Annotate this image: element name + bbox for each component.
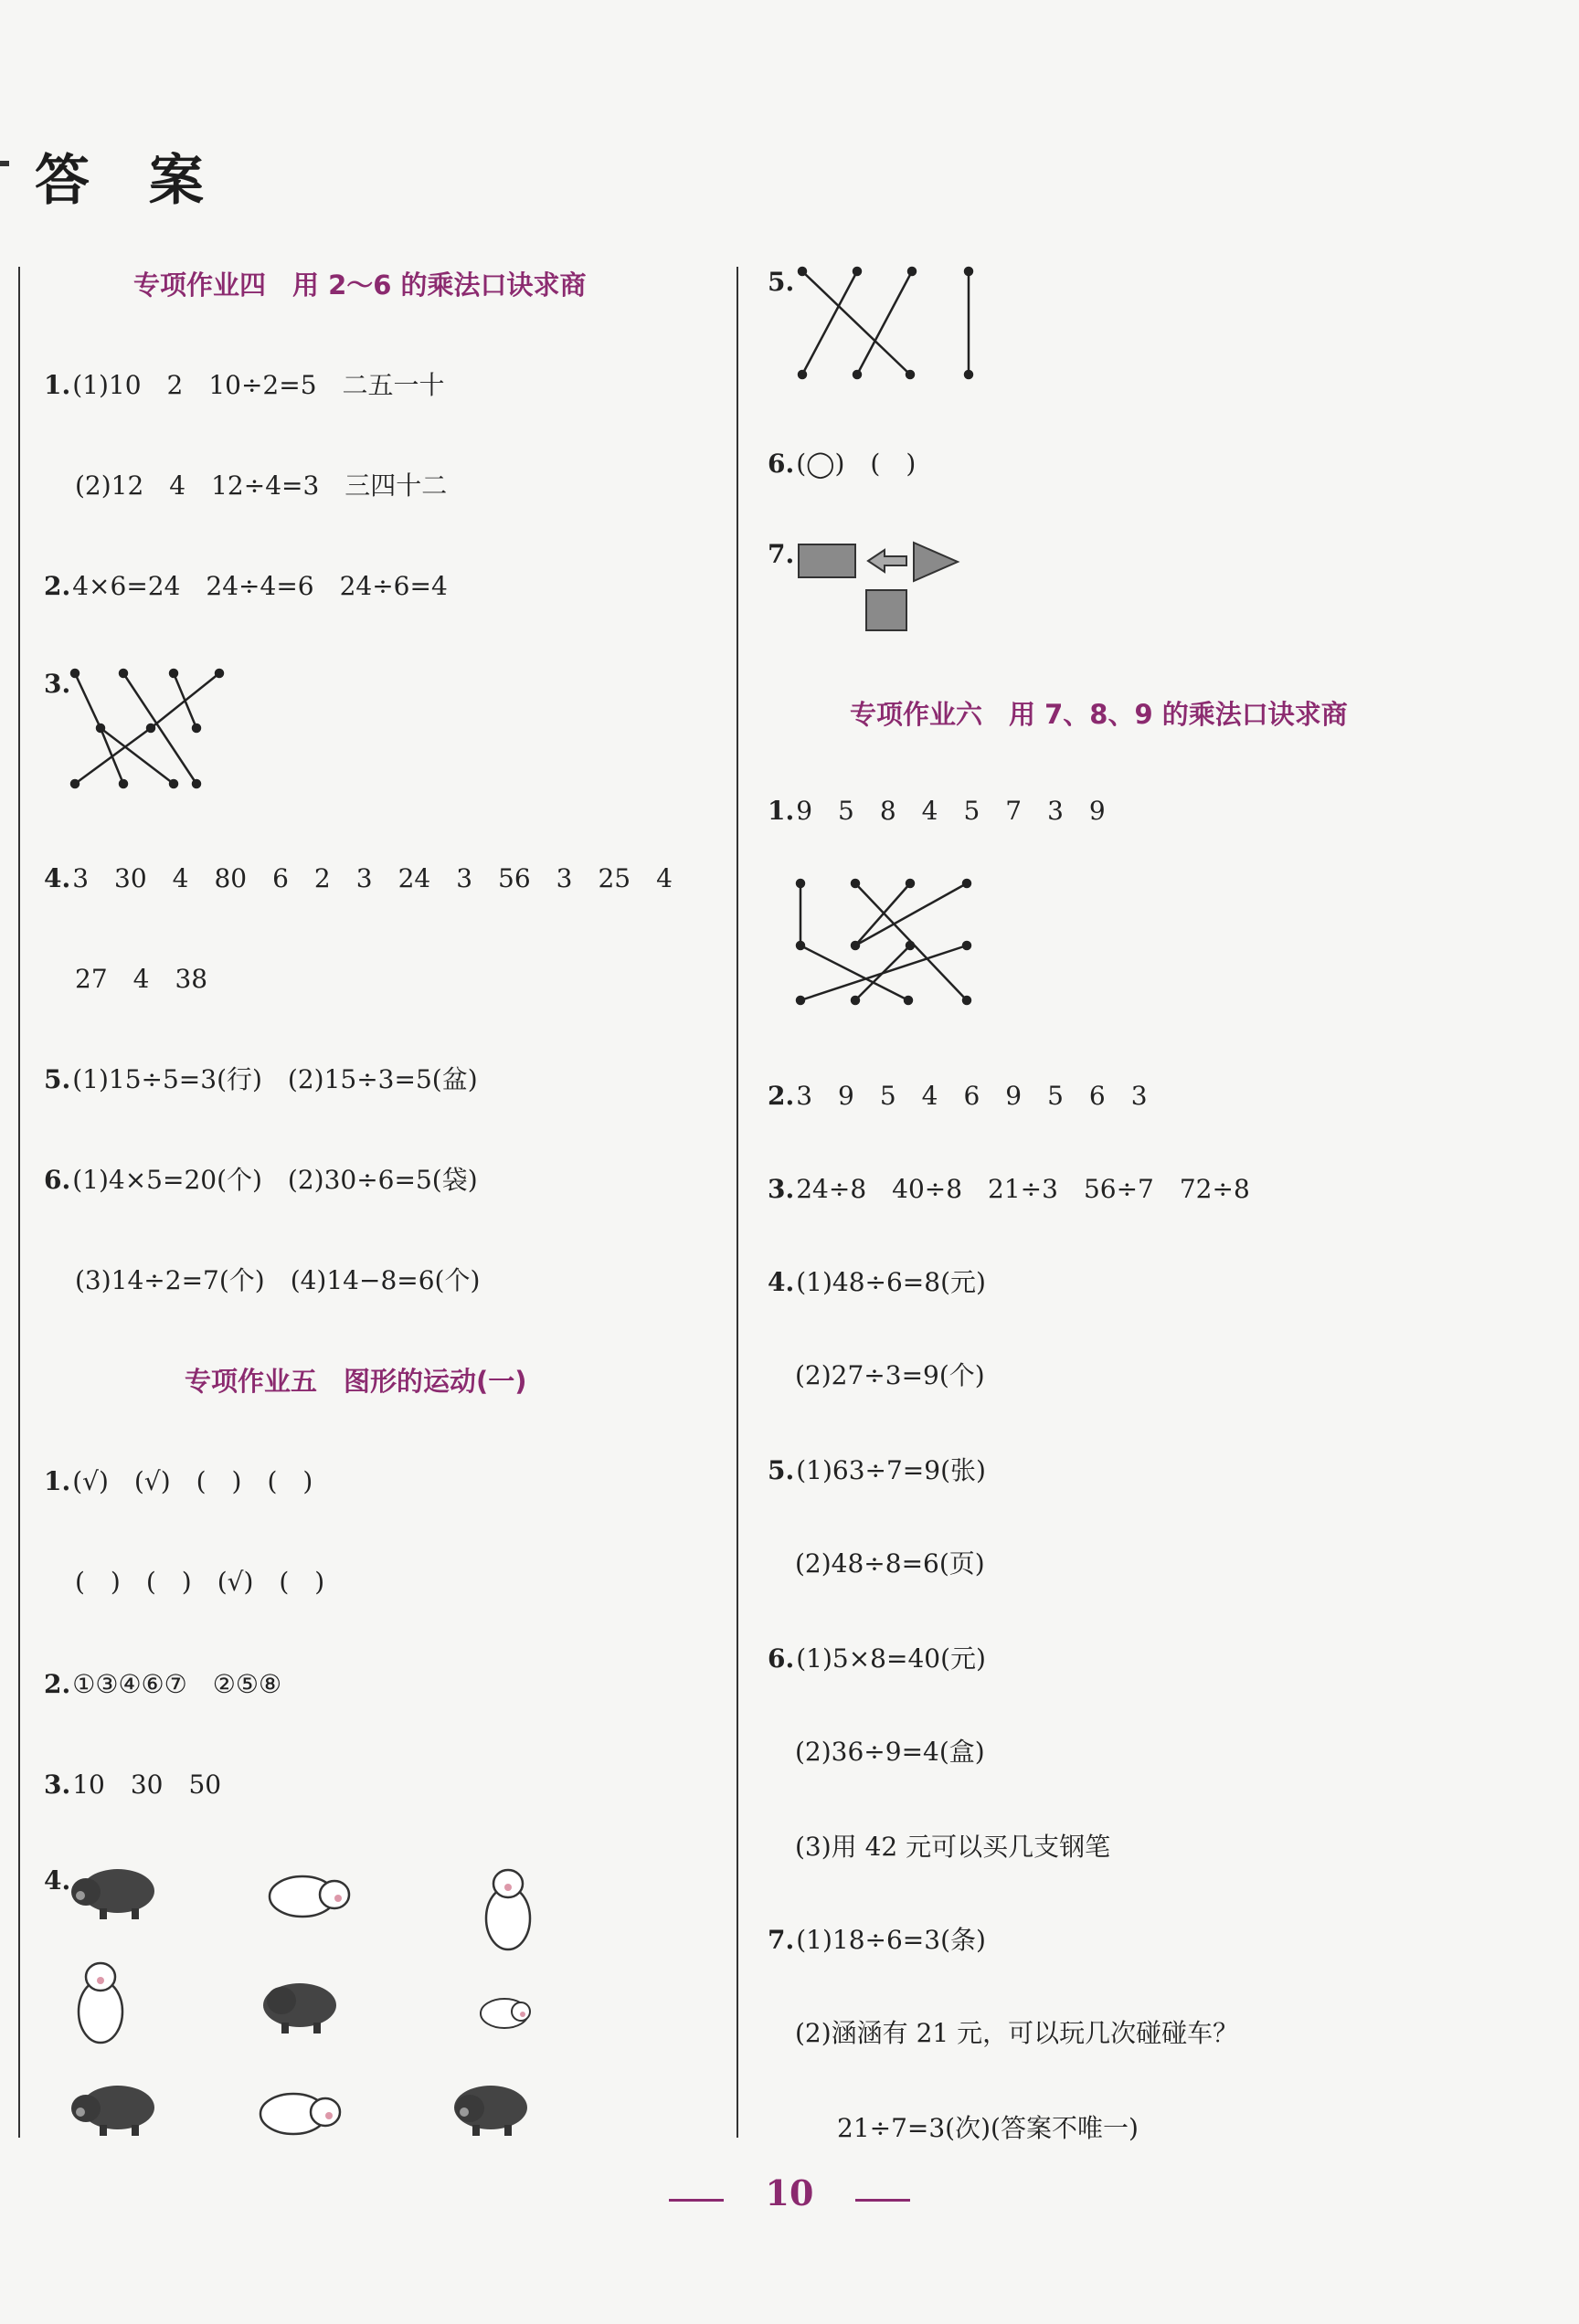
s4-q4-line-a bbox=[44, 859, 673, 895]
q-number: 1. bbox=[44, 1466, 71, 1496]
page-number: 10 bbox=[765, 2172, 814, 2213]
q-number: 7. bbox=[768, 1925, 795, 1955]
s5-q1-line-b: ( ) ( ) (√) ( ) bbox=[75, 1567, 325, 1597]
s6-q1 bbox=[768, 791, 1106, 828]
q-number: 1. bbox=[44, 370, 71, 400]
s5-q1-line-a bbox=[44, 1462, 313, 1498]
section-6-heading: 专项作业六 用 7、8、9 的乘法口诀求商 bbox=[850, 699, 1348, 730]
q-number: 4. bbox=[44, 1865, 71, 1896]
pig-dark-icon bbox=[450, 2076, 541, 2139]
s4-q6-line-b: (3)14÷2=7(个) (4)14−8=6(个) bbox=[75, 1265, 481, 1295]
s5-q5-matching-figure bbox=[791, 260, 974, 384]
answer-text: (1)18÷6=3(条) bbox=[796, 1925, 986, 1955]
answer-text: (1)4×5=20(个) (2)30÷6=5(袋) bbox=[72, 1165, 478, 1195]
section-5-heading: 专项作业五 图形的运动(一) bbox=[185, 1366, 527, 1397]
s4-q3-matching-figure bbox=[64, 662, 238, 795]
q-number: 5. bbox=[44, 1064, 71, 1094]
answer-text: (1)15÷5=3(行) (2)15÷3=5(盆) bbox=[72, 1064, 478, 1094]
answer-text: ①③④⑥⑦ ②⑤⑧ bbox=[72, 1669, 282, 1699]
q-number: 5. bbox=[768, 1455, 795, 1485]
pig-flip-icon bbox=[252, 2081, 344, 2145]
q-number: 3. bbox=[44, 1769, 71, 1800]
section-4-heading: 专项作业四 用 2～6 的乘法口诀求商 bbox=[133, 269, 587, 301]
answer-text: (1)5×8=40(元) bbox=[796, 1643, 986, 1674]
s6-q5-line-b: (2)48÷8=6(页) bbox=[795, 1548, 985, 1579]
answer-text: (1)63÷7=9(张) bbox=[796, 1455, 986, 1485]
q-number: 7. bbox=[768, 539, 795, 569]
q-number: 2. bbox=[44, 571, 71, 601]
s6-q7-line-b: (2)涵涵有 21 元，可以玩几次碰碰车？ bbox=[795, 2018, 1239, 2048]
pig-small-icon bbox=[475, 1990, 539, 2035]
s4-q5 bbox=[44, 1060, 478, 1096]
answer-text: 3 9 5 4 6 9 5 6 3 bbox=[796, 1081, 1148, 1111]
s4-q1-line-a bbox=[44, 365, 445, 402]
s6-q1-matching-figure bbox=[790, 872, 972, 1009]
s6-q6-line-b: (2)36÷9=4(盒) bbox=[795, 1737, 985, 1767]
s6-q7-line-a bbox=[768, 1920, 986, 1957]
s5-q7-shape-figure bbox=[797, 539, 970, 635]
s4-q4-line-b: 27 4 38 bbox=[75, 964, 208, 994]
s5-q2 bbox=[44, 1664, 281, 1701]
q-number: 6. bbox=[44, 1165, 71, 1195]
q-number: 3. bbox=[44, 669, 71, 699]
pig-dark-icon bbox=[254, 1973, 345, 2037]
q-number: 4. bbox=[768, 1267, 795, 1297]
s6-q4-line-a bbox=[768, 1262, 986, 1299]
s4-q6-line-a bbox=[44, 1160, 478, 1197]
q-number: 6. bbox=[768, 449, 795, 479]
s6-q6-line-c: (3)用 42 元可以买几支钢笔 bbox=[795, 1832, 1111, 1862]
s4-q1-line-b: (2)12 4 12÷4=3 三四十二 bbox=[75, 470, 448, 501]
answer-text: 9 5 8 4 5 7 3 9 bbox=[796, 796, 1106, 826]
pig-rotate-icon bbox=[64, 1957, 137, 2048]
q-number: 4. bbox=[44, 863, 71, 893]
answer-text: (1)48÷6=8(元) bbox=[796, 1267, 986, 1297]
q-number: 3. bbox=[768, 1174, 795, 1204]
pig-dark-icon bbox=[68, 2076, 159, 2139]
answer-text: (1)10 2 10÷2=5 二五一十 bbox=[72, 370, 445, 400]
q-number: 2. bbox=[44, 1669, 71, 1699]
answer-text: 3 30 4 80 6 2 3 24 3 56 3 25 4 bbox=[72, 863, 673, 893]
answer-text: 4×6=24 24÷4=6 24÷6=4 bbox=[72, 571, 448, 601]
q-number: 5. bbox=[768, 267, 795, 297]
page-number-dash-right bbox=[855, 2199, 910, 2202]
q-number: 6. bbox=[768, 1643, 795, 1674]
page-title: 答 案 bbox=[35, 149, 224, 213]
q-number: 1. bbox=[768, 796, 795, 826]
s6-q4-line-b: (2)27÷3=9(个) bbox=[795, 1360, 985, 1390]
answer-text: 10 30 50 bbox=[72, 1769, 222, 1800]
column-divider bbox=[737, 267, 738, 2138]
answer-text: (√) (√) ( ) ( ) bbox=[72, 1466, 313, 1496]
answer-text: (◯) ( ) bbox=[796, 449, 917, 479]
s6-q2 bbox=[768, 1076, 1148, 1113]
answer-text: 24÷8 40÷8 21÷3 56÷7 72÷8 bbox=[796, 1174, 1250, 1204]
title-marker bbox=[0, 161, 9, 166]
s6-q6-line-a bbox=[768, 1639, 986, 1675]
pig-dark-icon bbox=[68, 1859, 159, 1923]
s5-q3 bbox=[44, 1765, 221, 1801]
s6-q5-line-a bbox=[768, 1451, 986, 1487]
s5-q6 bbox=[768, 444, 916, 481]
s4-q2 bbox=[44, 566, 448, 603]
q-number: 2. bbox=[768, 1081, 795, 1111]
pig-rotate-icon bbox=[472, 1864, 545, 1955]
s5-q7 bbox=[768, 539, 796, 569]
left-rule bbox=[18, 267, 20, 2138]
s6-q3 bbox=[768, 1169, 1250, 1206]
pig-flip-icon bbox=[261, 1864, 353, 1928]
s6-q7-line-c: 21÷7=3(次)(答案不唯一) bbox=[837, 2113, 1139, 2143]
